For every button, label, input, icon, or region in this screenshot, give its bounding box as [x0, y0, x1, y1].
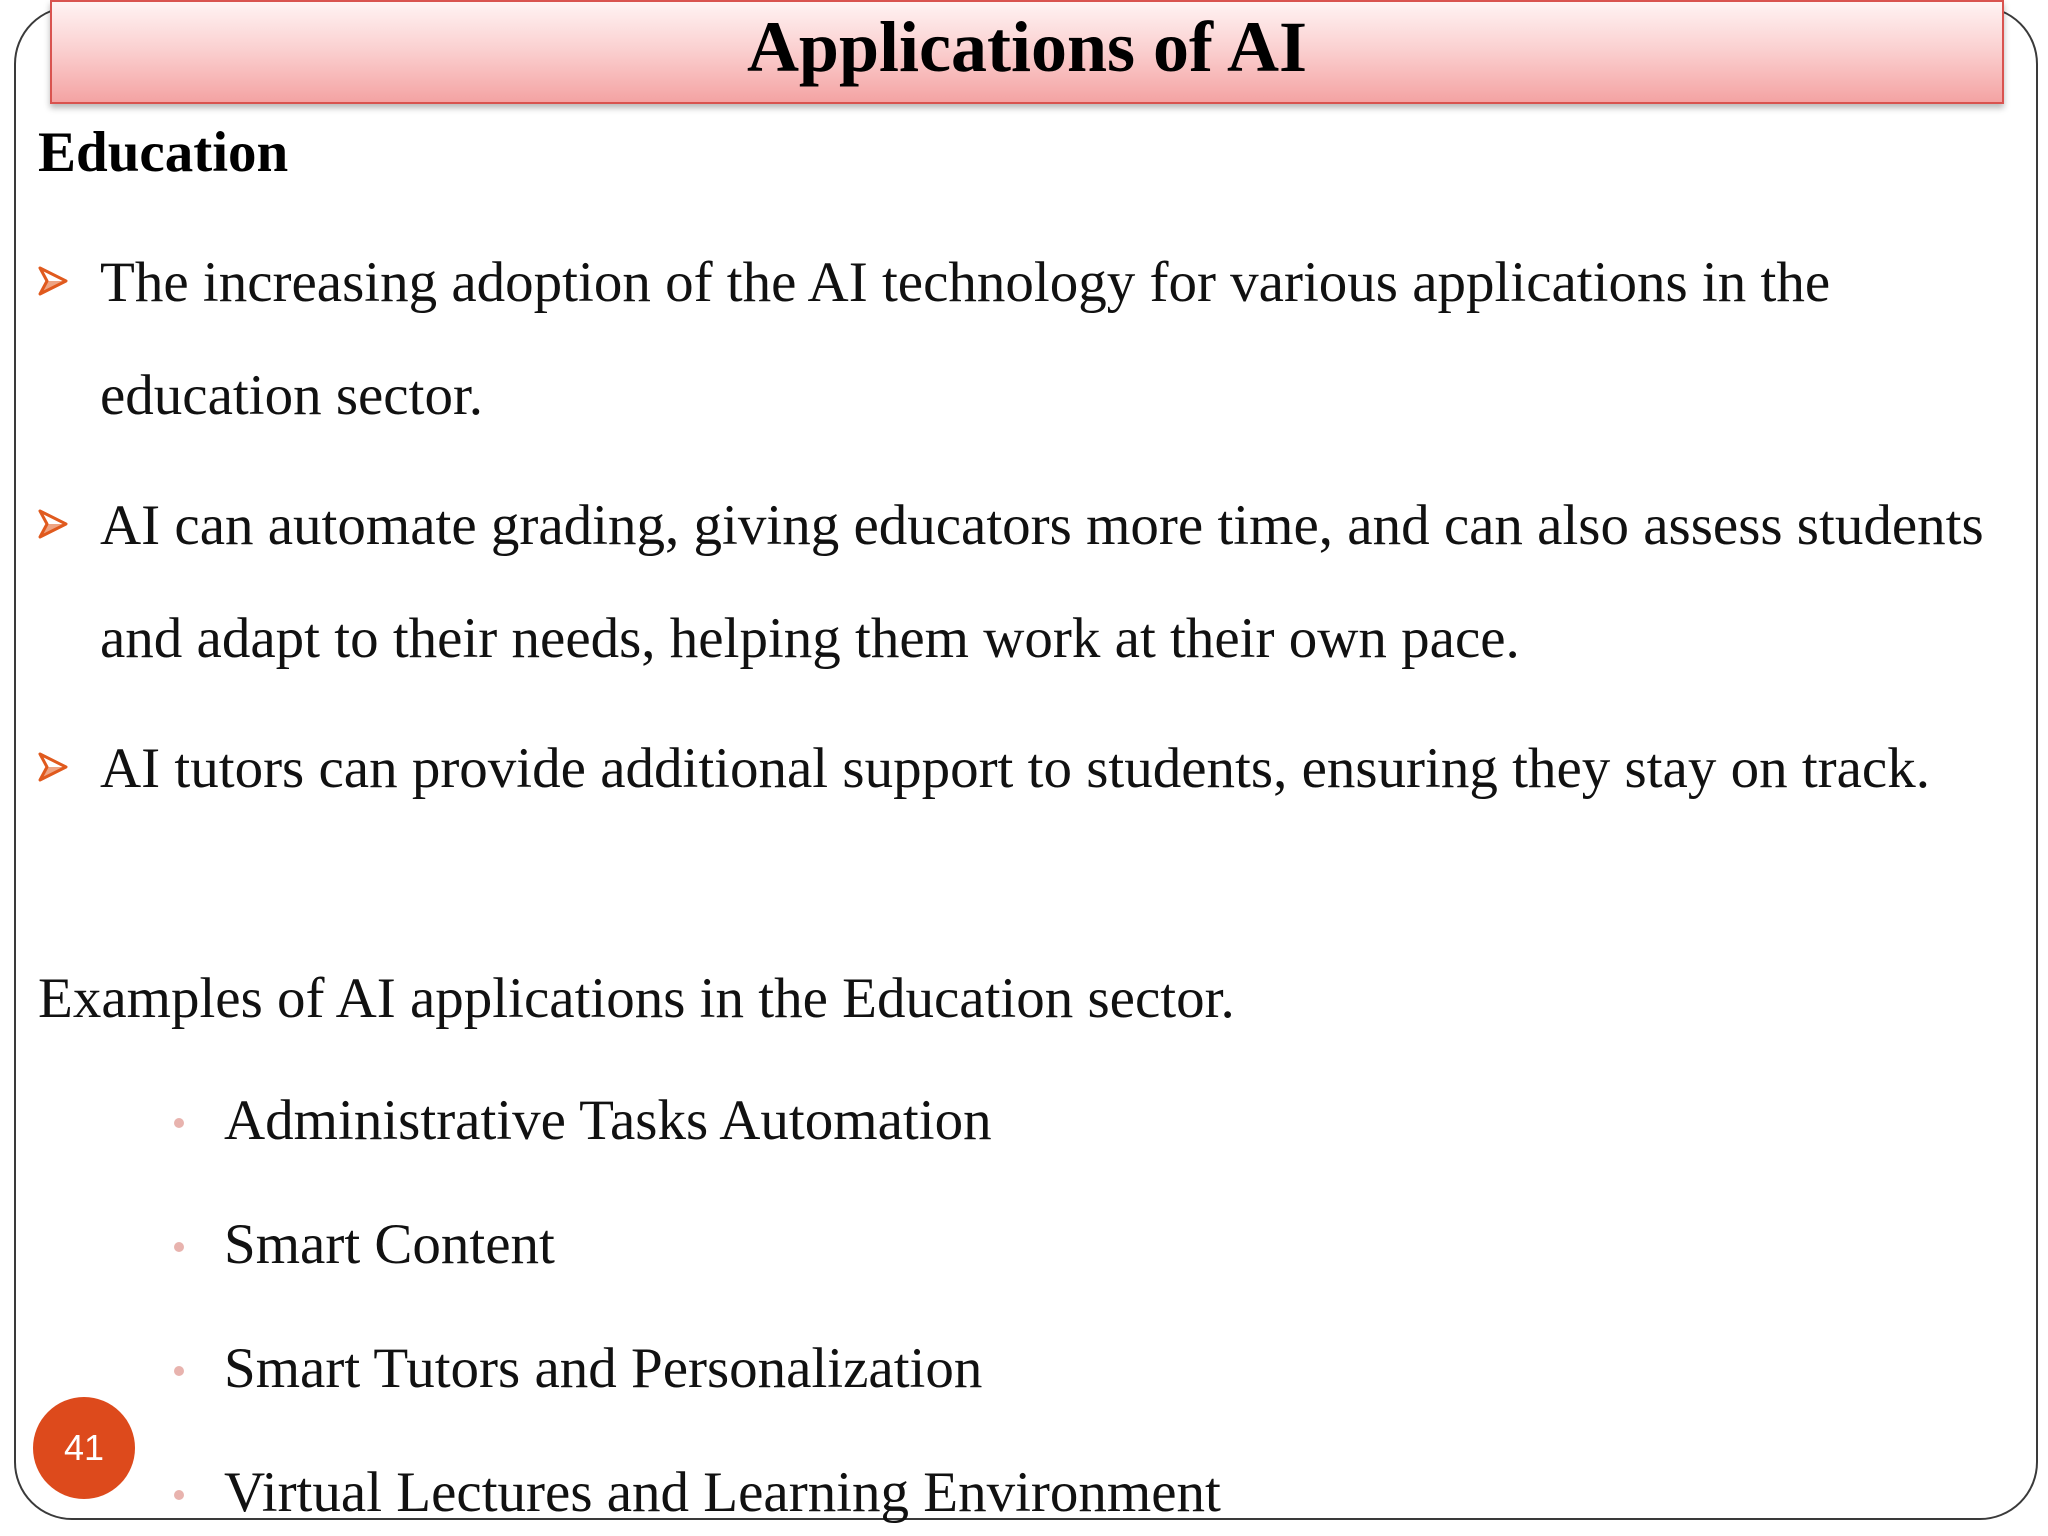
example-item	[168, 1086, 1221, 1156]
arrowhead-bullet-icon	[38, 265, 68, 297]
example-text: Virtual Lectures and Learning Environment	[224, 1461, 1221, 1524]
arrowhead-bullet-icon	[38, 751, 68, 783]
section-heading: Education	[38, 121, 289, 184]
page-number-badge: 41	[33, 1397, 135, 1499]
example-text: Smart Content	[224, 1213, 555, 1276]
bullet-item	[38, 712, 2018, 825]
bullet-text: AI can automate grading, giving educators more time, and can also assess students and adapt to their needs, helping them work at their own pace.	[100, 494, 1984, 670]
example-item	[168, 1334, 1221, 1404]
arrowhead-bullet-icon	[38, 508, 68, 540]
dot-bullet-icon	[174, 1366, 184, 1376]
examples-list	[168, 1086, 1221, 1536]
dot-bullet-icon	[174, 1242, 184, 1252]
bullet-item	[38, 469, 2018, 695]
example-item	[168, 1458, 1221, 1528]
example-text: Smart Tutors and Personalization	[224, 1337, 983, 1400]
dot-bullet-icon	[174, 1118, 184, 1128]
examples-intro: Examples of AI applications in the Education sector.	[38, 967, 1235, 1030]
example-item	[168, 1210, 1221, 1280]
bullet-list	[38, 226, 2018, 842]
example-text: Administrative Tasks Automation	[224, 1089, 992, 1152]
dot-bullet-icon	[174, 1490, 184, 1500]
title-banner	[50, 0, 2004, 104]
slide-title: Applications of AI	[746, 7, 1308, 87]
bullet-text: AI tutors can provide additional support to students, ensuring they stay on track.	[100, 737, 1930, 800]
bullet-item	[38, 226, 2018, 452]
bullet-text: The increasing adoption of the AI technology for various applications in the education sector.	[100, 251, 1831, 427]
